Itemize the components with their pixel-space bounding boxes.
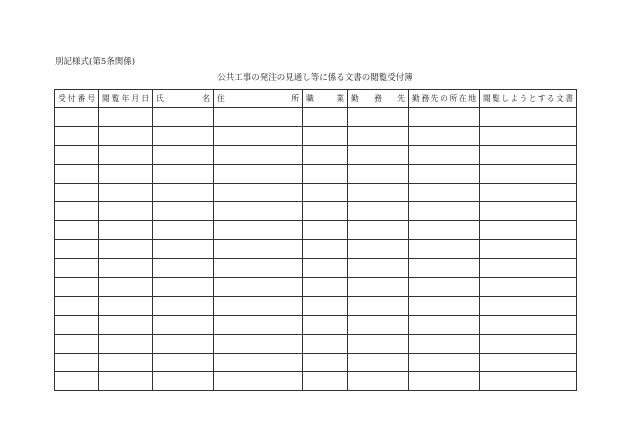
table-cell bbox=[409, 108, 480, 127]
table-cell bbox=[99, 126, 153, 145]
header-requested-document: 閲覧しようとする文書 bbox=[480, 90, 577, 108]
table-cell bbox=[409, 259, 480, 278]
table-cell bbox=[409, 353, 480, 372]
ledger-body bbox=[55, 108, 577, 391]
table-cell bbox=[99, 372, 153, 391]
table-cell bbox=[303, 164, 348, 183]
header-row bbox=[55, 90, 577, 108]
table-cell bbox=[303, 315, 348, 334]
table-cell bbox=[55, 296, 99, 315]
table-cell bbox=[480, 315, 577, 334]
table-row bbox=[55, 315, 577, 334]
table-cell bbox=[55, 221, 99, 240]
table-row bbox=[55, 240, 577, 259]
table-row bbox=[55, 334, 577, 353]
table-cell bbox=[348, 164, 409, 183]
table-row bbox=[55, 164, 577, 183]
table-cell bbox=[55, 278, 99, 297]
table-cell bbox=[99, 108, 153, 127]
table-cell bbox=[303, 353, 348, 372]
table-cell bbox=[153, 259, 214, 278]
table-cell bbox=[348, 221, 409, 240]
table-cell bbox=[348, 278, 409, 297]
table-row bbox=[55, 183, 577, 202]
table-cell bbox=[303, 296, 348, 315]
table-row bbox=[55, 126, 577, 145]
table-cell bbox=[214, 183, 303, 202]
document-title: 公共工事の発注の見通し等に係る文書の閲覧受付簿 bbox=[217, 73, 413, 83]
table-cell bbox=[55, 334, 99, 353]
table-cell bbox=[214, 164, 303, 183]
table-cell bbox=[409, 240, 480, 259]
header-workplace: 勤 務 先 bbox=[348, 90, 409, 108]
table-cell bbox=[55, 315, 99, 334]
reception-ledger-table bbox=[54, 89, 577, 391]
table-cell bbox=[55, 240, 99, 259]
table-cell bbox=[303, 278, 348, 297]
table-cell bbox=[303, 334, 348, 353]
table-cell bbox=[214, 315, 303, 334]
table-cell bbox=[214, 278, 303, 297]
table-cell bbox=[409, 296, 480, 315]
table-cell bbox=[153, 202, 214, 221]
table-row bbox=[55, 278, 577, 297]
table-cell bbox=[348, 126, 409, 145]
table-cell bbox=[214, 372, 303, 391]
table-cell bbox=[153, 296, 214, 315]
table-cell bbox=[99, 296, 153, 315]
table-cell bbox=[348, 372, 409, 391]
table-cell bbox=[99, 259, 153, 278]
table-cell bbox=[409, 202, 480, 221]
table-cell bbox=[55, 372, 99, 391]
table-cell bbox=[348, 145, 409, 164]
table-cell bbox=[99, 202, 153, 221]
table-cell bbox=[99, 334, 153, 353]
table-cell bbox=[348, 334, 409, 353]
table-cell bbox=[99, 183, 153, 202]
table-cell bbox=[303, 108, 348, 127]
table-cell bbox=[214, 259, 303, 278]
table-cell bbox=[348, 202, 409, 221]
table-cell bbox=[480, 334, 577, 353]
table-cell bbox=[303, 202, 348, 221]
table-cell bbox=[99, 278, 153, 297]
table-cell bbox=[214, 334, 303, 353]
table-cell bbox=[55, 108, 99, 127]
table-cell bbox=[480, 372, 577, 391]
table-cell bbox=[153, 126, 214, 145]
table-cell bbox=[153, 240, 214, 259]
table-cell bbox=[214, 202, 303, 221]
form-number-label: 別記様式(第5条関係) bbox=[55, 57, 136, 67]
table-cell bbox=[480, 353, 577, 372]
header-viewing-date: 閲覧年月日 bbox=[99, 90, 153, 108]
table-cell bbox=[480, 296, 577, 315]
table-cell bbox=[214, 240, 303, 259]
table-cell bbox=[348, 296, 409, 315]
table-cell bbox=[303, 183, 348, 202]
table-cell bbox=[153, 183, 214, 202]
table-cell bbox=[214, 353, 303, 372]
table-cell bbox=[99, 315, 153, 334]
header-name: 氏 名 bbox=[153, 90, 214, 108]
table-cell bbox=[55, 202, 99, 221]
table-cell bbox=[153, 164, 214, 183]
table-cell bbox=[303, 259, 348, 278]
table-cell bbox=[480, 278, 577, 297]
header-occupation: 職 業 bbox=[303, 90, 348, 108]
table-cell bbox=[153, 334, 214, 353]
table-row bbox=[55, 296, 577, 315]
table-cell bbox=[348, 259, 409, 278]
table-cell bbox=[409, 183, 480, 202]
table-cell bbox=[480, 145, 577, 164]
table-cell bbox=[409, 126, 480, 145]
table-cell bbox=[99, 164, 153, 183]
table-cell bbox=[303, 221, 348, 240]
table-cell bbox=[55, 126, 99, 145]
table-cell bbox=[480, 126, 577, 145]
table-row bbox=[55, 108, 577, 127]
table-cell bbox=[55, 164, 99, 183]
table-cell bbox=[409, 334, 480, 353]
table-cell bbox=[480, 202, 577, 221]
table-cell bbox=[409, 145, 480, 164]
table-cell bbox=[214, 126, 303, 145]
header-reception-number: 受付番号 bbox=[55, 90, 99, 108]
table-cell bbox=[409, 164, 480, 183]
table-cell bbox=[214, 221, 303, 240]
table-cell bbox=[99, 353, 153, 372]
table-cell bbox=[348, 183, 409, 202]
table-cell bbox=[409, 221, 480, 240]
table-cell bbox=[153, 145, 214, 164]
table-cell bbox=[99, 145, 153, 164]
table-cell bbox=[348, 315, 409, 334]
table-cell bbox=[99, 240, 153, 259]
table-cell bbox=[303, 372, 348, 391]
table-cell bbox=[55, 183, 99, 202]
table-cell bbox=[153, 221, 214, 240]
table-cell bbox=[55, 353, 99, 372]
table-cell bbox=[348, 240, 409, 259]
table-cell bbox=[153, 315, 214, 334]
table-cell bbox=[153, 372, 214, 391]
table-cell bbox=[153, 278, 214, 297]
table-cell bbox=[55, 259, 99, 278]
table-cell bbox=[303, 240, 348, 259]
table-cell bbox=[303, 126, 348, 145]
table-cell bbox=[153, 108, 214, 127]
table-cell bbox=[409, 278, 480, 297]
table-row bbox=[55, 221, 577, 240]
table-cell bbox=[214, 296, 303, 315]
table-cell bbox=[409, 372, 480, 391]
table-row bbox=[55, 259, 577, 278]
table-row bbox=[55, 145, 577, 164]
table-cell bbox=[214, 108, 303, 127]
table-cell bbox=[480, 164, 577, 183]
table-cell bbox=[99, 221, 153, 240]
table-cell bbox=[480, 183, 577, 202]
header-workplace-address: 勤務先の所在地 bbox=[409, 90, 480, 108]
table-cell bbox=[480, 240, 577, 259]
table-cell bbox=[348, 108, 409, 127]
table-cell bbox=[55, 145, 99, 164]
table-cell bbox=[153, 353, 214, 372]
table-row bbox=[55, 353, 577, 372]
table-row bbox=[55, 372, 577, 391]
table-row bbox=[55, 202, 577, 221]
table-cell bbox=[348, 353, 409, 372]
table-cell bbox=[409, 315, 480, 334]
table-cell bbox=[303, 145, 348, 164]
table-cell bbox=[214, 145, 303, 164]
table-cell bbox=[480, 259, 577, 278]
table-cell bbox=[480, 221, 577, 240]
table-cell bbox=[480, 108, 577, 127]
header-address: 住 所 bbox=[214, 90, 303, 108]
